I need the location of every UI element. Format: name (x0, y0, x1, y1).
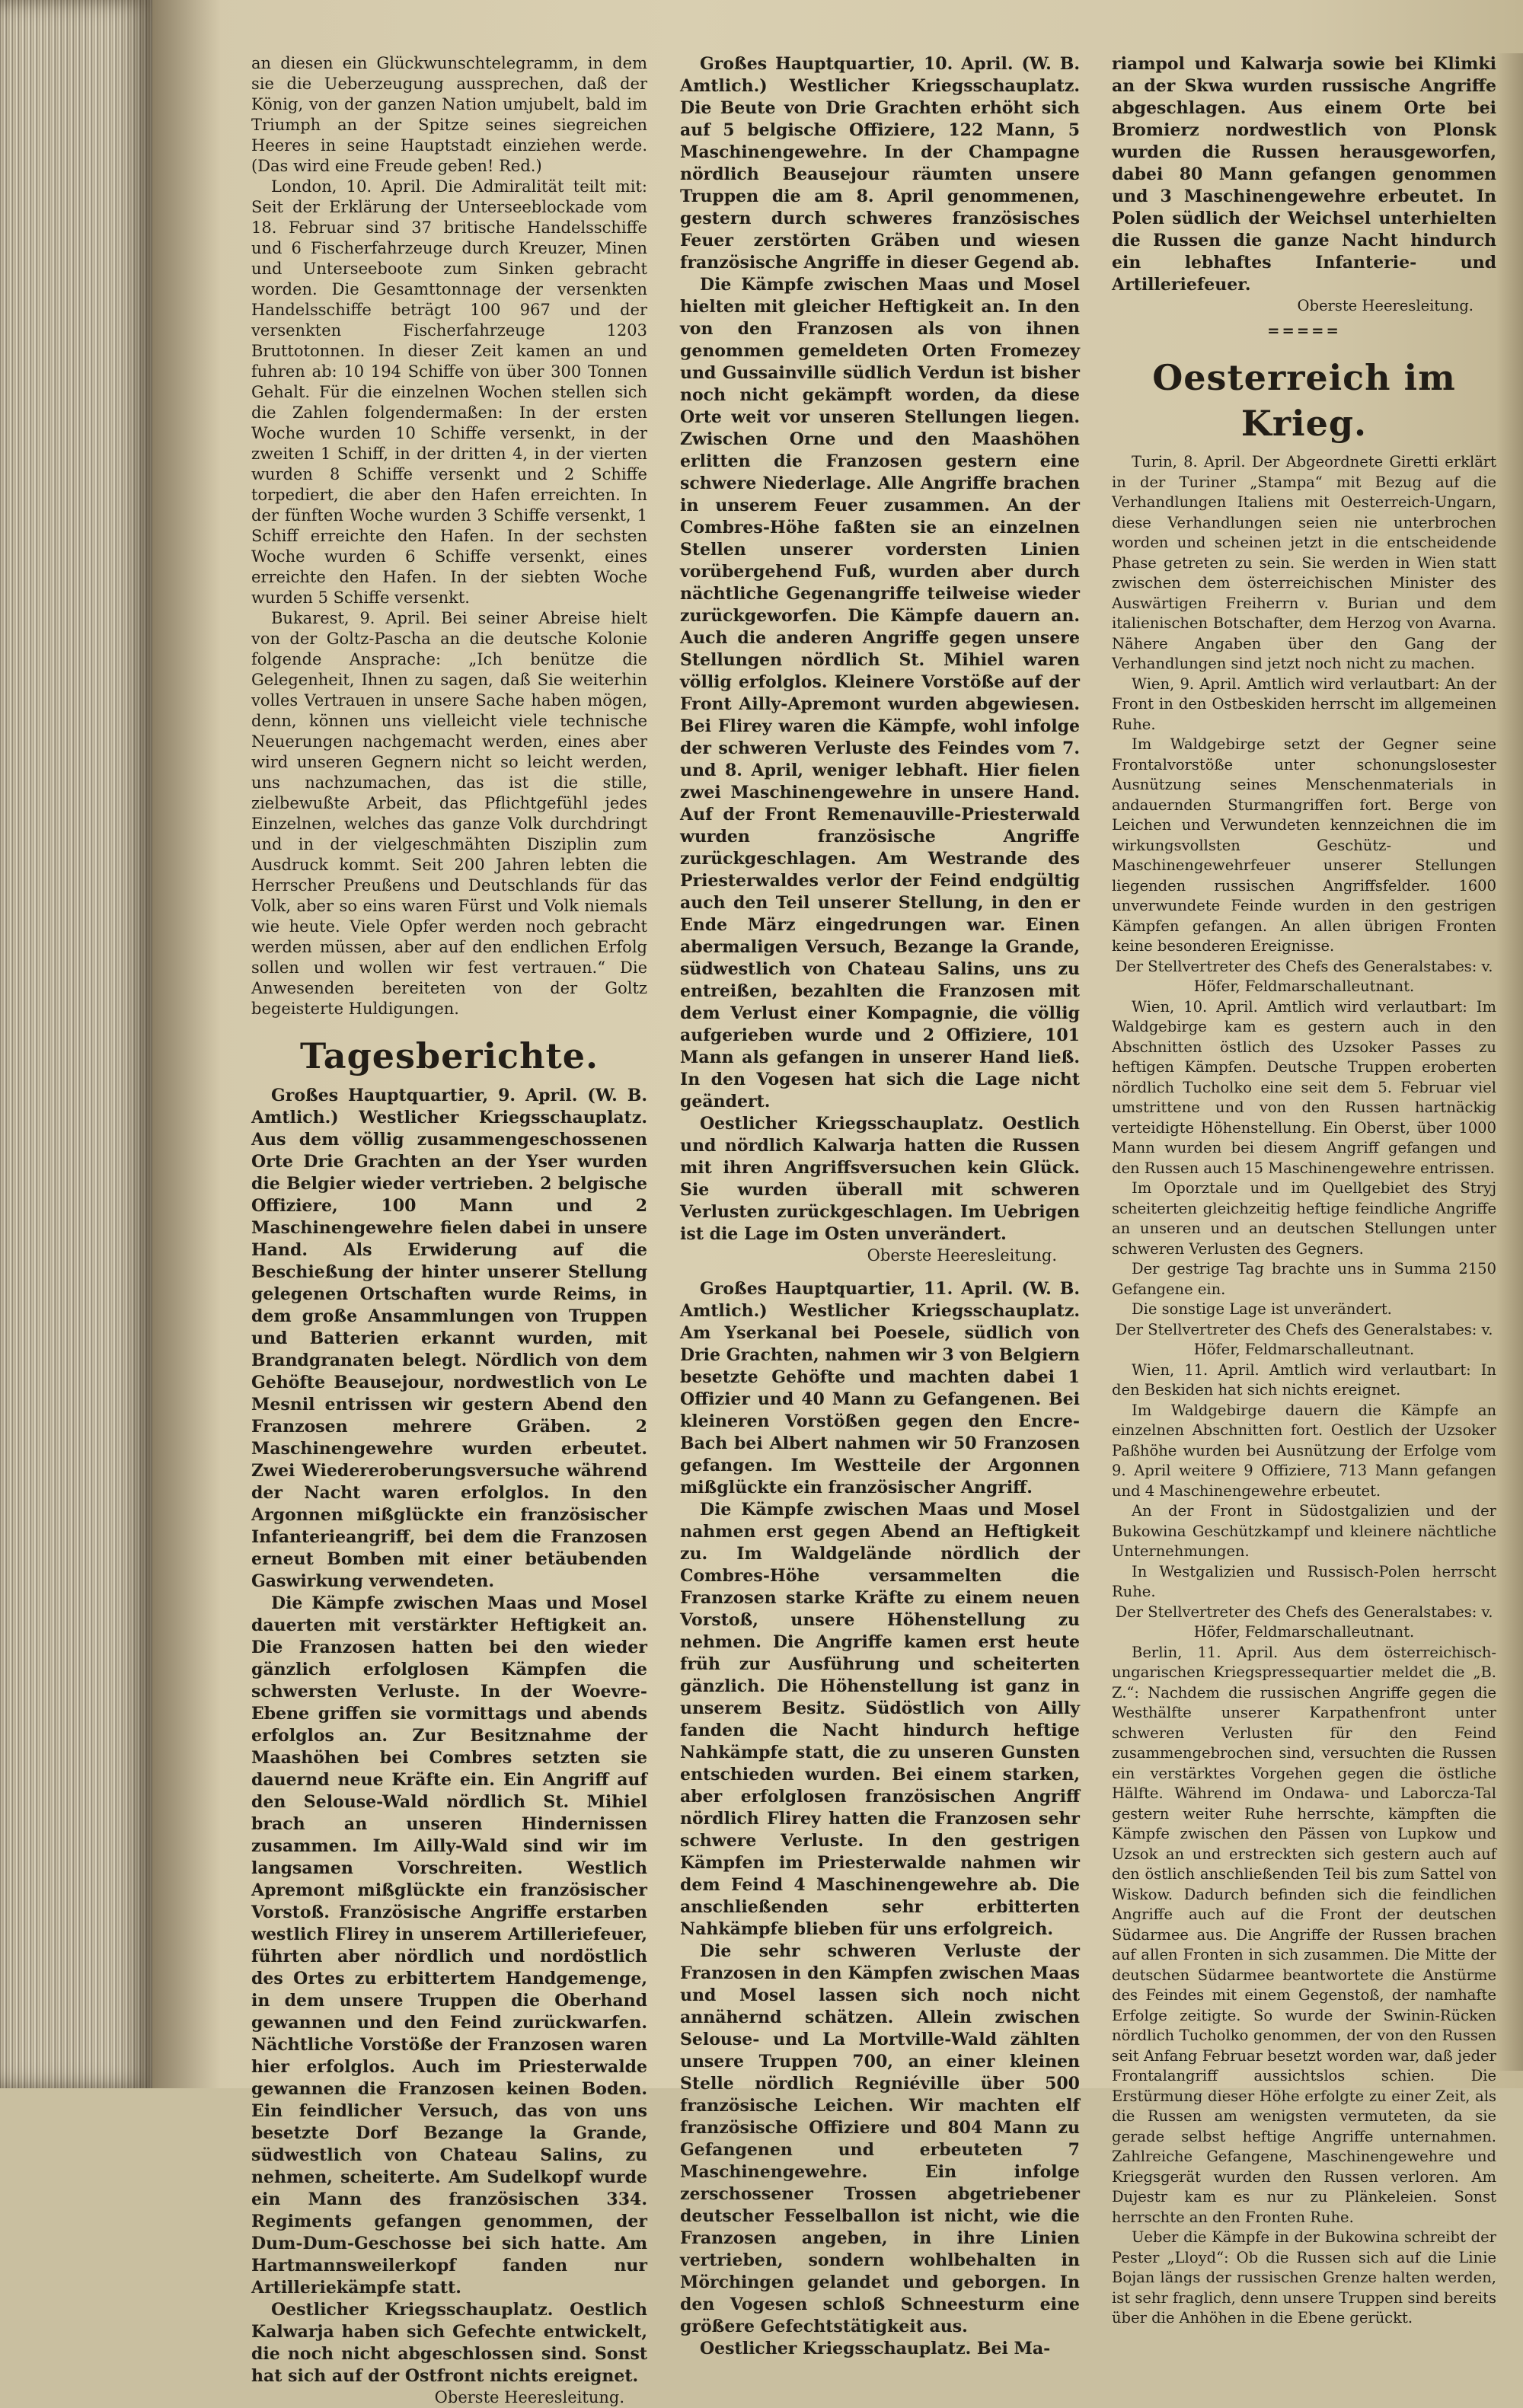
article-paragraph: Im Waldgebirge dauern die Kämpfe an einzelnen Abschnitten fort. Oestlich der Uzsoker Paßhöhe wurden bei Ausnützung der Erfolge vom 9. April weitere 9 Offiziere, 713 Mann gefangen und 4 Maschinengewehre erbeutet. (1112, 1401, 1496, 1500)
report-11-april-maas-mosel: Die Kämpfe zwischen Maas und Mosel nahmen erst gegen Abend an Heftigkeit zu. Im Waldgelände nördlich der Combres-Höhe versammelten die Franzosen starke Kräfte zu einem neuen Vorstoß, unsere Höhenstellung zu nehmen. Die Angriffe kamen erst heute früh zur Ausführung und scheiterten gänzlich. Die Höhenstellung ist ganz in unserem Besitz. Südöstlich von Ailly fanden die Nacht hindurch heftige Nahkämpfe statt, die zu unseren Gunsten entschieden wurden. Bei einem starken, aber erfolglosen französischen Angriff nördlich Flirey hatten die Franzosen sehr schwere Verluste. In den gestrigen Kämpfen im Priesterwalde nahmen wir dem Feind 4 Maschinengewehre ab. Die anschließenden sehr erbitterten Nahkämpfe blieben für uns erfolgreich. (680, 1500, 1080, 1939)
signature: Der Stellvertreter des Chefs des Generalstabes: v. Höfer, Feldmarschalleutnant. (1115, 1603, 1493, 1641)
report-10-april: Großes Hauptquartier, 10. April. (W. B. Amtlich.) Westlicher Kriegsschauplatz. Die Beute von Drie Grachten erhöht sich auf 5 belgische Offiziere, 122 Mann, 5 Maschinengewehre. In der Champagne nördlich Beausejour räumten unsere Truppen die am 8. April genommenen, gestern durch schweres französisches Feuer zerstörten Gräben und wiesen französische Angriffe in dieser Gegend ab. (680, 54, 1080, 273)
signature: Der Stellvertreter des Chefs des Generalstabes: v. Höfer, Feldmarschalleutnant. (1115, 957, 1493, 995)
report-10-april-maas-mosel: Die Kämpfe zwischen Maas und Mosel hielten mit gleicher Heftigkeit an. In den von den Franzosen als von ihnen genommen gemeldeten Orten Fromezey und Gussainville südlich Verdun ist bisher noch nicht gekämpft worden, da diese Orte weit vor unseren Stellungen liegen. Zwischen Orne und den Maashöhen erlitten die Franzosen gestern eine schwere Niederlage. Alle Angriffe brachen in unserem Feuer zusammen. An der Combres-Höhe faßten sie an einzelnen Stellen unserer vordersten Linien vorübergehend Fuß, wurden aber durch nächtliche Gegenangriffe teilweise wieder zurückgeworfen. Die Kämpfe dauern an. Auch die anderen Angriffe gegen unsere Stellungen nördlich St. Mihiel waren völlig erfolglos. Kleinere Vorstöße auf der Front Ailly-Apremont wurden abgewiesen. Bei Flirey waren die Kämpfe, wohl infolge der schweren Verluste des Feindes vom 7. und 8. April, weniger lebhaft. Hier fielen zwei Maschinengewehre in unsere Hand. Auf der Front Remenauville-Priesterwald wurden französische Angriffe zurückgeschlagen. Am Westrande des Priesterwaldes verlor der Feind endgültig auch den Teil unserer Stellung, in den er Ende März eingedrungen war. Einen abermaligen Versuch, Bezange la Grande, südwestlich von Chateau Salins, uns zu entreißen, bezahlten die Franzosen mit dem Verlust einer Kompagnie, die völlig aufgerieben wurde und 2 Offiziere, 101 Mann als gefangen in unserer Hand ließ. In den Vogesen hat sich die Lage nicht geändert. (680, 275, 1080, 1112)
report-9-april: Großes Hauptquartier, 9. April. (W. B. Amtlich.) Westlicher Kriegsschauplatz. Aus dem völlig zusammengeschossenen Orte Drie Grachten an der Yser wurden die Belgier wieder vertrieben. 2 belgische Offiziere, 100 Mann und 2 Maschinengewehre fielen dabei in unsere Hand. Als Erwiderung auf die Beschießung der hinter unserer Stellung gelegenen Ortschaften wurde Reims, in dem große Ansammlungen von Truppen und Batterien erkannt wurden, mit Brandgranaten belegt. Nördlich von dem Gehöfte Beausejour, nordwestlich von Le Mesnil entrissen wir gestern Abend den Franzosen mehrere Gräben. 2 Maschinengewehre wurden erbeutet. Zwei Wiedereroberungsversuche während der Nacht waren erfolglos. In den Argonnen mißglückte ein französischer Infanterieangriff, bei dem die Franzosen erneut Bomben mit einer betäubenden Gaswirkung verwendeten. (251, 1086, 647, 1591)
article-wien-11: Wien, 11. April. Amtlich wird verlautbart: In den Beskiden hat sich nichts ereignet. (1112, 1360, 1496, 1399)
column-middle (680, 53, 1080, 2359)
page-gutter-shadow (1496, 53, 1523, 2071)
book-page-edges (0, 0, 152, 2088)
article-paragraph: an diesen ein Glückwunschtelegramm, in dem sie die Ueberzeugung aussprechen, daß der König, von der ganzen Nation umjubelt, bald im Triumph an der Spitze seines siegreichen Heeres in seine Hauptstadt einziehen werde. (Das wird eine Freude geben! Red.) (251, 54, 647, 175)
article-london: London, 10. April. Die Admiralität teilt mit: Seit der Erklärung der Unterseeblockade vom 18. Februar sind 37 britische Handelsschiffe und 6 Fischerfahrzeuge durch Kreuzer, Minen und Unterseeboote zum Sinken gebracht worden. Die Gesamttonnage der versenkten Handelsschiffe beträgt 100 967 und der versenkten Fischerfahrzeuge 1203 Bruttotonnen. In dieser Zeit kamen an und fuhren ab: 10 194 Schiffe von über 300 Tonnen Gehalt. Für die einzelnen Wochen stellen sich die Zahlen folgendermaßen: In der ersten Woche wurden 10 Schiffe versenkt, in der zweiten 1 Schiff, in der dritten 4, in der vierten wurden 8 Schiffe versenkt und 2 Schiffe torpediert, die aber den Hafen erreichten. In der fünften Woche wurden 3 Schiffe versenkt, 1 Schiff erreichte den Hafen. In der sechsten Woche wurden 6 Schiffe versenkt, eines erreichte den Hafen. In der siebten Woche wurden 5 Schiffe versenkt. (251, 177, 647, 607)
article-paragraph: In Westgalizien und Russisch-Polen herrscht Ruhe. (1112, 1562, 1496, 1600)
article-wien-10: Wien, 10. April. Amtlich wird verlautbart: Im Waldgebirge kam es gestern auch in den Abschnitten östlich des Uzsoker Passes zu heftigen Kämpfen. Deutsche Truppen eroberten nördlich Tucholko eine seit dem 5. Februar viel umstrittene und von den Russen hartnäckig verteidigte Höhenstellung. Ein Oberst, über 1000 Mann wurden bei diesem Angriff gefangen und den Russen auch 15 Maschinengewehre entrissen. (1112, 997, 1496, 1177)
section-title-oesterreich: Oesterreich im Krieg. (1152, 357, 1456, 444)
article-bukowina: Ueber die Kämpfe in der Bukowina schreibt der Pester „Lloyd“: Ob die Russen sich auf die Linie Bojan längs der russischen Grenze halten werden, ist sehr fraglich, denn unsere Truppen sind bereits über die Anhöhen in die Ebene gerückt. (1112, 2228, 1496, 2327)
report-9-april-maas-mosel: Die Kämpfe zwischen Maas und Mosel dauerten mit verstärkter Heftigkeit an. Die Franzosen hatten bei den wieder gänzlich erfolglosen Kämpfen die schwersten Verluste. In der Woevre-Ebene griffen sie vormittags und abends erfolglos an. Zur Besitznahme der Maashöhen bei Combres setzten sie dauernd neue Kräfte ein. Ein Angriff auf den Selouse-Wald nördlich St. Mihiel brach an unseren Hindernissen zusammen. Im Ailly-Wald sind wir im langsamen Vorschreiten. Westlich Apremont mißglückte ein französischer Vorstoß. Französische Angriffe erstarben westlich Flirey in unserem Artilleriefeuer, führten aber nördlich und nordöstlich des Ortes zu erbittertem Handgemenge, in dem unsere Truppen die Oberhand gewannen und den Feind zurückwarfen. Nächtliche Vorstöße der Franzosen waren hier erfolglos. Auch im Priesterwalde gewannen die Franzosen keinen Boden. Ein feindlicher Versuch, das von uns besetzte Dorf Bezange la Grande, südwestlich von Chateau Salins, zu nehmen, scheiterte. Am Sudelkopf wurde ein Mann des französischen 334. Regiments gefangen genommen, der Dum-Dum-Geschosse bei sich hatte. Am Hartmannsweilerkopf fanden nur Artilleriekämpfe statt. (251, 1593, 647, 2298)
divider: ===== (1267, 321, 1341, 340)
article-paragraph: An der Front in Südostgalizien und der Bukowina Geschützkampf und kleinere nächtliche Unternehmungen. (1112, 1502, 1496, 1560)
article-bukarest: Bukarest, 9. April. Bei seiner Abreise hielt von der Goltz-Pascha an die deutsche Kolonie folgende Ansprache: „Ich benütze die Gelegenheit, Ihnen zu sagen, daß Sie weiterhin volles Vertrauen in unsere Sache haben mögen, denn, können uns vielleicht viele technische Neuerungen nachgemacht werden, eines aber wird unseren Gegnern nicht so leicht werden, uns nachzumachen, das ist die stille, zielbewußte Arbeit, das Pflichtgefühl jedes Einzelnen, welches das ganze Volk durchdringt und in der vielgeschmähten Disziplin zum Ausdruck kommt. Seit 200 Jahren lebten die Herrscher Preußens und Deutschlands für das Volk, aber so eins waren Fürst und Volk niemals wie heute. Viele Opfer werden noch gebracht werden müssen, aber auf den endlichen Erfolg sollen und wollen wir fest vertrauen.“ Die Anwesenden bereiteten von der Goltz begeisterte Huldigungen. (251, 609, 647, 1018)
section-title-tagesberichte: Tagesberichte. (299, 1035, 599, 1076)
report-11-april-east: Oestlicher Kriegsschauplatz. Bei Ma- (700, 2339, 1051, 2359)
article-paragraph: Im Oporztale und im Quellgebiet des Stryj scheiterten gleichzeitig heftige feindliche Angriffe an unseren und an deutschen Stellungen unter schweren Verlusten des Gegners. (1112, 1179, 1496, 1258)
report-9-april-east: Oestlicher Kriegsschauplatz. Oestlich Kalwarja haben sich Gefechte entwickelt, die noch nicht abgeschlossen sind. Sonst hat sich auf der Ostfront nichts ereignet. (251, 2300, 647, 2386)
column-left (251, 53, 647, 2406)
article-paragraph: Die sonstige Lage ist unverändert. (1132, 1300, 1392, 1318)
report-continuation: riampol und Kalwarja sowie bei Klimki an der Skwa wurden russische Angriffe abgeschlagen. Aus einem Orte bei Bromierz nordwestlich von Plonsk wurden die Russen herausgeworfen, dabei 80 Mann gefangen genommen und 3 Maschinengewehre erbeutet. In Polen südlich der Weichsel unterhielten die Russen die ganze Nacht hindurch ein lebhaftes Infanterie- und Artilleriefeuer. (1112, 54, 1496, 295)
signature: Oberste Heeresleitung. (867, 1246, 1057, 1265)
article-wien-9: Wien, 9. April. Amtlich wird verlautbart: An der Front in den Ostbeskiden herrscht im allgemeinen Ruhe. (1112, 675, 1496, 733)
report-11-april-losses: Die sehr schweren Verluste der Franzosen in den Kämpfen zwischen Maas und Mosel lassen sich noch nicht annähernd schätzen. Allein zwischen Selouse- und La Mortville-Wald zählten unsere Truppen 700, an einer kleinen Stelle nördlich Regniéville über 500 französische Leichen. Wir machten elf französische Offiziere und 804 Mann zu Gefangenen und erbeuteten 7 Maschinengewehre. Ein infolge zerschossener Trossen abgetriebener deutscher Fesselballon ist nicht, wie die Franzosen angeben, in ihre Linien vertrieben, sondern wohlbehalten in Mörchingen gelandet und geborgen. In den Vogesen schloß Schneesturm eine größere Gefechtstätigkeit aus. (680, 1941, 1080, 2336)
article-berlin: Berlin, 11. April. Aus dem österreichisch-ungarischen Kriegspressequartier meldet die „B. Z.“: Nachdem die russischen Angriffe gegen die Westhälfte unserer Karpathenfront unter schweren Verlusten für den Feind zusammengebrochen sind, versuchten die Russen ein verstärktes Vorgehen gegen die östliche Hälfte. Während im Ondawa- und Laborcza-Tal gestern weiter Ruhe herrschte, kämpften die Kämpfe zwischen den Pässen von Lupkow und Uzsok an und erstreckten sich gestern auch auf den östlich anschließenden Teil bis zum Sattel von Wiskow. Dadurch befinden sich die feindlichen Angriffe auch auf die Front der deutschen Südarmee aus. Die Angriffe der Russen brachen auf allen Fronten in sich zusammen. Die Mitte der deutschen Südarmee beantwortete die Anstürme des Feindes mit einem Gegenstoß, der namhafte Erfolge zeitigte. So wurde der Swinin-Rücken nördlich Tucholko genommen, der von den Russen seit Anfang Februar besetzt worden war, daß jeder Frontalangriff aussichtslos schien. Die Erstürmung dieser Höhe erfolgte zu einer Zeit, als die Russen am wenigsten vermuteten, da sie gerade selbst heftige Angriffe unternahmen. Zahlreiche Gefangene, Maschinengewehre und Kriegsgerät wurden den Russen verloren. Am Dujestr kam es nur zu Plänkeleien. Sonst herrschte an den Fronten Ruhe. (1112, 1643, 1496, 2226)
binding-shadow (152, 0, 221, 2088)
report-11-april: Großes Hauptquartier, 11. April. (W. B. Amtlich.) Westlicher Kriegsschauplatz. Am Yserkanal bei Poesele, südlich von Drie Grachten, nahmen wir 3 von Belgiern besetzte Gehöfte und machten dabei 1 Offizier und 40 Mann zu Gefangenen. Bei kleineren Vorstößen gegen den Encre-Bach bei Albert nahmen wir 50 Franzosen gefangen. Im Westteile der Argonnen mißglückte ein französischer Angriff. (680, 1279, 1080, 1497)
signature: Oberste Heeresleitung. (1297, 297, 1474, 314)
column-right (1112, 53, 1496, 2327)
signature: Der Stellvertreter des Chefs des Generalstabes: v. Höfer, Feldmarschalleutnant. (1115, 1320, 1493, 1358)
signature: Oberste Heeresleitung. (434, 2388, 624, 2406)
article-paragraph: Im Waldgebirge setzt der Gegner seine Frontalvorstöße unter schonungslosester Ausnützung seines Menschenmaterials in andauernden Sturmangriffen fort. Berge von Leichen und Verwundeten kennzeichnen die im wirkungsvollsten Geschütz- und Maschinengewehrfeuer unserer Stellungen liegenden russischen Angriffsfelder. 1600 unverwundete Feinde wurden in den gestrigen Kämpfen gefangen. An allen übrigen Fronten keine besonderen Ereignisse. (1112, 735, 1496, 955)
article-paragraph: Der gestrige Tag brachte uns in Summa 2150 Gefangene ein. (1112, 1260, 1496, 1298)
report-10-april-east: Oestlicher Kriegsschauplatz. Oestlich und nördlich Kalwarja hatten die Russen mit ihren Angriffsversuchen kein Glück. Sie wurden überall mit schweren Verlusten zurückgeschlagen. Im Uebrigen ist die Lage im Osten unverändert. (680, 1114, 1080, 1244)
article-turin: Turin, 8. April. Der Abgeordnete Giretti erklärt in der Turiner „Stampa“ mit Bezug auf die Verhandlungen Italiens mit Oesterreich-Ungarn, diese Verhandlungen seien nie unterbrochen worden und scheinen jetzt in die entscheidende Phase getreten zu sein. Sie werden in Wien statt zwischen dem österreichischen Minister des Auswärtigen Freiherrn v. Burian und dem italienischen Botschafter, dem Herzog von Avarna. Nähere Angaben über den Gang der Verhandlungen sind jetzt noch nicht zu machen. (1112, 453, 1496, 672)
